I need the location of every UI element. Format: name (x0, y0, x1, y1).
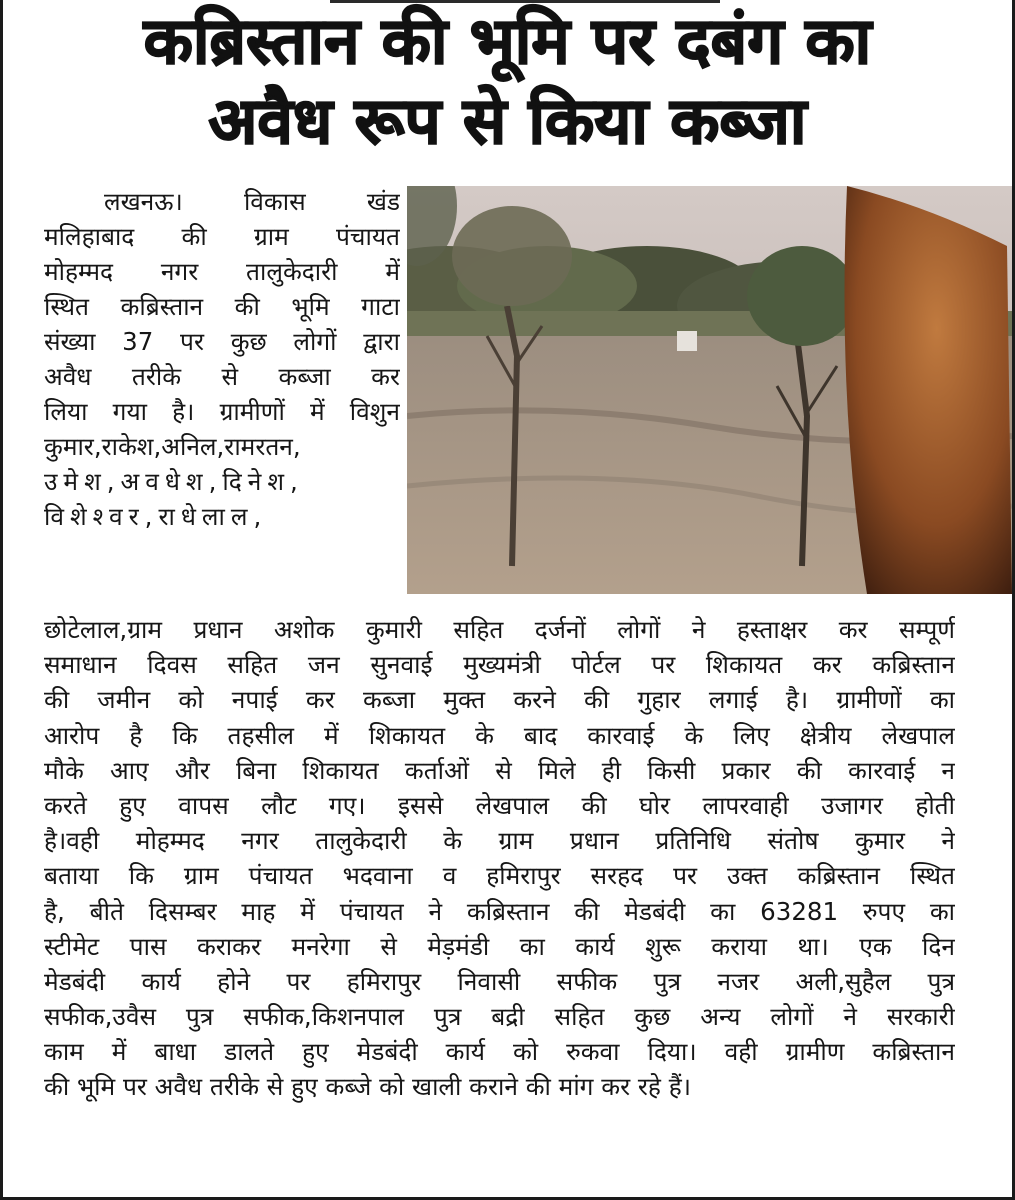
article-line: छोटेलाल,ग्राम प्रधान अशोक कुमारी सहित दर्जनों लोगों ने हस्ताक्षर कर सम्पूर्ण (44, 615, 955, 644)
article-left-column (44, 184, 400, 534)
article-line: कुमार,राकेश,अनिल,रामरतन, (44, 432, 301, 461)
article-line: काम में बाधा डालते हुए मेडबंदी कार्य को रुकवा दिया। वही ग्रामीण कब्रिस्तान (44, 1037, 955, 1067)
article-line: मलिहाबाद की ग्राम पंचायत (44, 222, 400, 251)
photo-illustration (407, 186, 1012, 594)
headline (10, 2, 1005, 162)
article-line: लखनऊ। विकास खंड (104, 187, 400, 216)
article-line: मेडबंदी कार्य होने पर हमिरापुर निवासी सफीक पुत्र नजर अली,सुहैल पुत्र (44, 966, 955, 996)
article-line: आरोप है कि तहसील में शिकायत के बाद कारवाई के लिए क्षेत्रीय लेखपाल (44, 720, 955, 750)
article-line: बताया कि ग्राम पंचायत भदवाना व हमिरापुर सरहद पर उक्त कब्रिस्तान स्थित (44, 861, 955, 891)
article-line: है, बीते दिसम्बर माह में पंचायत ने कब्रिस्तान की मेडबंदी का 63281 रुपए का (44, 896, 955, 926)
article-line: स्थित कब्रिस्तान की भूमि गाटा (44, 292, 400, 321)
article-line: की भूमि पर अवैध तरीके से हुए कब्जे को खाली कराने की मांग कर रहे हैं। (44, 1072, 691, 1102)
article-line: सफीक,उवैस पुत्र सफीक,किशनपाल पुत्र बद्री सहित कुछ अन्य लोगों ने सरकारी (44, 1002, 955, 1032)
article-line: समाधान दिवस सहित जन सुनवाई मुख्यमंत्री पोर्टल पर शिकायत कर कब्रिस्तान (44, 650, 955, 680)
article-line: संख्या 37 पर कुछ लोगों द्वारा (44, 327, 400, 356)
left-border (0, 0, 3, 1200)
article-line: उमेश,अवधेश,दिनेश, (44, 467, 304, 496)
article-line: लिया गया है। ग्रामीणों में विशुन (44, 397, 400, 426)
article-line: की जमीन को नपाई कर कब्जा मुक्त करने की गुहार लगाई है। ग्रामीणों का (44, 685, 955, 715)
article-line: मौके आए और बिना शिकायत कर्ताओं से मिले ही किसी प्रकार की कारवाई न (44, 755, 955, 785)
headline-line-1: कब्रिस्तान की भूमि पर दबंग का (143, 5, 872, 79)
article-line: अवैध तरीके से कब्जा कर (44, 362, 400, 391)
headline-line-2: अवैध रूप से किया कब्जा (208, 85, 807, 159)
article-line: है।वही मोहम्मद नगर तालुकेदारी के ग्राम प्रधान प्रतिनिधि संतोष कुमार ने (44, 826, 955, 856)
article-full-width (44, 612, 955, 1105)
article-line: मोहम्मद नगर तालुकेदारी में (44, 257, 400, 286)
article-line: स्टीमेट पास कराकर मनरेगा से मेड़मंडी का कार्य शुरू कराया था। एक दिन (44, 931, 955, 961)
article-line: करते हुए वापस लौट गए। इससे लेखपाल की घोर लापरवाही उजागर होती (44, 790, 955, 820)
article-line: विशेश्वर,राधेलाल, (44, 502, 268, 531)
news-photo (407, 186, 1012, 594)
